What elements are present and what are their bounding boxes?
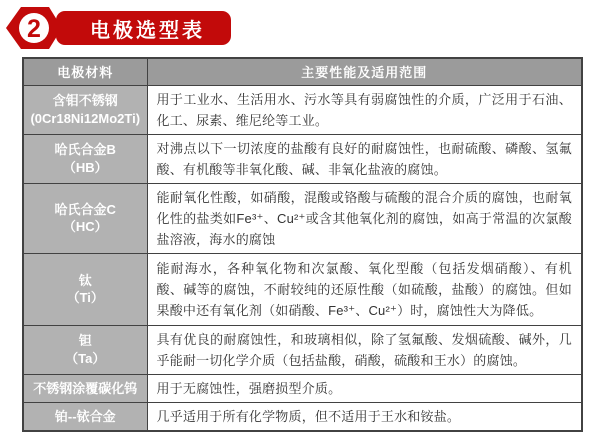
table-header-row <box>23 58 582 85</box>
badge-number: 2 <box>27 15 41 43</box>
description-cell: 用于工业水、生活用水、污水等具有弱腐蚀性的介质，广泛用于石油、化工、尿素、维尼纶等工业。 <box>147 85 582 134</box>
material-code: （HB） <box>62 159 108 175</box>
description-cell: 用于无腐蚀性，强磨损型介质。 <box>147 374 582 402</box>
section-title: 电极选型表 <box>90 19 205 42</box>
section-header <box>0 0 600 56</box>
column-header-performance: 主要性能及适用范围 <box>147 58 582 85</box>
material-code: （HC） <box>62 219 108 235</box>
material-name: 含钼不锈钢 <box>52 93 118 108</box>
description-cell: 能耐氧化性酸，如硝酸，混酸或铬酸与硫酸的混合介质的腐蚀，也耐氧化性的盐类如Fe³⁺、Cu²⁺或含其他氧化剂的腐蚀，如高于常温的次氯酸盐溶液，海水的腐蚀 <box>147 183 582 253</box>
table-row <box>23 85 582 134</box>
section-number-badge-icon <box>5 4 63 52</box>
description-cell: 具有优良的耐腐蚀性，和玻璃相似，除了氢氟酸、发烟硫酸、碱外，几乎能耐一切化学介质（包括盐酸，硝酸，硫酸和王水）的腐蚀。 <box>147 325 582 374</box>
table-header <box>23 58 582 85</box>
material-name: 不锈钢涂覆碳化钨 <box>33 380 138 396</box>
material-name: 哈氏合金C <box>54 201 116 217</box>
material-cell <box>23 134 147 183</box>
table-row <box>23 134 582 183</box>
material-cell <box>23 85 147 134</box>
table-row <box>23 183 582 253</box>
column-header-material: 电极材料 <box>23 58 147 85</box>
material-name: 钽 <box>78 333 92 349</box>
material-code: (0Cr18Ni12Mo2Ti) <box>30 110 141 126</box>
material-name: 铂--铱合金 <box>54 408 116 424</box>
electrode-selection-table <box>22 57 583 432</box>
table-row <box>23 402 582 431</box>
table-body <box>23 85 582 431</box>
table-row <box>23 253 582 325</box>
material-cell <box>23 325 147 374</box>
description-cell: 对沸点以下一切浓度的盐酸有良好的耐腐蚀性，也耐硫酸、磷酸、氢氟酸、有机酸等非氧化酸、碱、非氧化盐液的腐蚀。 <box>147 134 582 183</box>
material-code: （Ti） <box>66 290 104 306</box>
material-cell <box>23 402 147 431</box>
material-cell <box>23 183 147 253</box>
material-name: 哈氏合金B <box>54 142 116 158</box>
description-cell: 几乎适用于所有化学物质，但不适用于王水和铵盐。 <box>147 402 582 431</box>
material-name: 钛 <box>78 272 92 288</box>
table-row <box>23 374 582 402</box>
material-code: （Ta） <box>65 350 106 366</box>
section-title-capsule <box>56 11 231 45</box>
material-cell <box>23 374 147 402</box>
material-cell <box>23 253 147 325</box>
table-row <box>23 325 582 374</box>
description-cell: 能耐海水，各种氧化物和次氯酸、氧化型酸（包括发烟硝酸）、有机酸、碱等的腐蚀，不耐较纯的还原性酸（如硫酸，盐酸）的腐蚀。但如果酸中还有氧化剂（如硝酸、Fe³⁺、Cu²⁺）时，腐蚀性大为降低。 <box>147 253 582 325</box>
